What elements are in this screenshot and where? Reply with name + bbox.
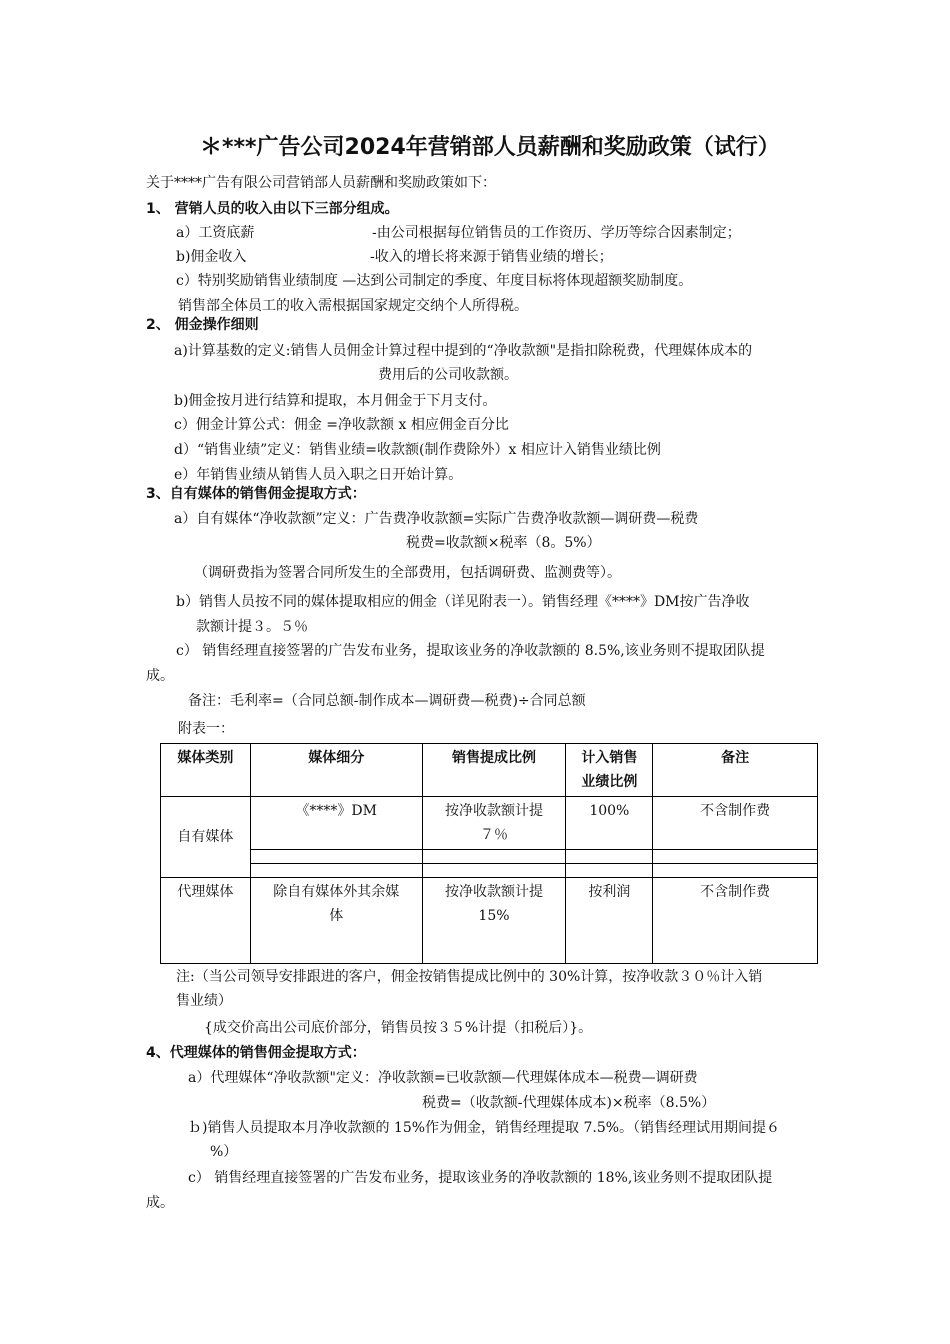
header-commission-ratio: 销售提成比例 xyxy=(422,744,566,797)
cell-agency-media: 代理媒体 xyxy=(161,878,251,964)
commission-table xyxy=(160,743,818,964)
table-note-line3: {成交价高出公司底价部分，销售员按３５%计提（扣税后）}。 xyxy=(204,1020,593,1036)
section-2-heading: 2、 佣金操作细则 xyxy=(146,317,259,333)
table-note-line2: 售业绩） xyxy=(176,993,232,1009)
section-3-heading: 3、自有媒体的销售佣金提取方式： xyxy=(146,486,366,502)
intro-text: 关于****广告有限公司营销部人员薪酬和奖励政策如下： xyxy=(146,175,496,191)
s3-c-line1: c） 销售经理直接签署的广告发布业务，提取该业务的净收款额的 8.5%,该业务则不提取团队提 xyxy=(176,643,765,659)
header-performance-ratio: 计入销售 业绩比例 xyxy=(566,744,653,797)
table-row-empty xyxy=(161,864,818,878)
s3-a-line1: a）自有媒体“净收款额”定义：广告费净收款额=实际广告费净收款额—调研费—税费 xyxy=(174,511,699,527)
s2-e-text: e）年销售业绩从销售人员入职之日开始计算。 xyxy=(174,467,463,483)
s4-c-line2: 成。 xyxy=(146,1195,174,1211)
s1-b-text: -收入的增长将来源于销售业绩的增长； xyxy=(370,249,613,265)
header-media-detail: 媒体细分 xyxy=(250,744,422,797)
cell-own-media-performance: 100% xyxy=(566,797,653,850)
s3-c-line2: 成。 xyxy=(146,668,174,684)
s1-b-label: b)佣金收入 xyxy=(176,249,247,265)
table-row-empty xyxy=(161,850,818,864)
s2-a-line2: 费用后的公司收款额。 xyxy=(378,367,518,383)
cell-own-media-remarks: 不含制作费 xyxy=(653,797,818,850)
s2-d-text: d）“销售业绩”定义：销售业绩=收款额(制作费除外）x 相应计入销售业绩比例 xyxy=(174,442,661,458)
s2-c-text: c）佣金计算公式：佣金 =净收款额 x 相应佣金百分比 xyxy=(174,417,509,433)
s1-a-label: a）工资底薪 xyxy=(176,225,255,241)
s2-a-line1: a)计算基数的定义:销售人员佣金计算过程中提到的“净收款额"是指扣除税费，代理媒体成本的 xyxy=(174,343,753,359)
table-note-line1: 注:（当公司领导安排跟进的客户，佣金按销售提成比例中的 30%计算，按净收款３０％计入销 xyxy=(176,969,763,985)
s1-c-text: c）特别奖励销售业绩制度 —达到公司制定的季度、年度目标将体现超额奖励制度。 xyxy=(176,273,693,289)
s3-b-line2: 款额计提３。５％ xyxy=(196,619,308,635)
header-remarks: 备注 xyxy=(653,744,818,797)
cell-own-media-ratio: 按净收款额计提 ７％ xyxy=(422,797,566,850)
section-1-heading: 1、 营销人员的收入由以下三部分组成。 xyxy=(146,201,399,217)
cell-own-media: 自有媒体 xyxy=(161,797,251,878)
s4-a-line2: 税费=（收款额-代理媒体成本)×税率（8.5%） xyxy=(422,1095,716,1111)
s2-b-text: b)佣金按月进行结算和提取，本月佣金于下月支付。 xyxy=(174,393,497,409)
cell-agency-media-performance: 按利润 xyxy=(566,878,653,964)
cell-own-media-detail: 《****》DM xyxy=(250,797,422,850)
section-4-heading: 4、代理媒体的销售佣金提取方式： xyxy=(146,1045,366,1061)
s3-a-line2: 税费=收款额×税率（8。5%） xyxy=(406,535,601,551)
table-row xyxy=(161,878,818,964)
table-row xyxy=(161,797,818,850)
s3-note: 备注：毛利率=（合同总额-制作成本—调研费—税费)÷合同总额 xyxy=(188,693,586,709)
cell-agency-media-detail: 除自有媒体外其余媒 体 xyxy=(250,878,422,964)
s3-a-line3: （调研费指为签署合同所发生的全部费用，包括调研费、监测费等）。 xyxy=(194,565,621,581)
s1-tax-text: 销售部全体员工的收入需根据国家规定交纳个人所得税。 xyxy=(178,298,528,314)
header-media-type: 媒体类别 xyxy=(161,744,251,797)
cell-agency-media-ratio: 按净收款额计提 15% xyxy=(422,878,566,964)
s3-b-line1: b）销售人员按不同的媒体提取相应的佣金（详见附表一）。销售经理《****》DM按广告净收 xyxy=(176,594,750,610)
page-title: ＊***广告公司2024年营销部人员薪酬和奖励政策（试行） xyxy=(200,135,780,160)
table-label: 附表一： xyxy=(178,721,234,737)
s4-b-line1: ｂ)销售人员提取本月净收款额的 15%作为佣金，销售经理提取 7.5%。（销售经理试用期间提６ xyxy=(188,1120,781,1136)
s4-a-line1: a）代理媒体“净收款额"定义：净收款额=已收款额—代理媒体成本—税费—调研费 xyxy=(188,1070,698,1086)
cell-agency-media-remarks: 不含制作费 xyxy=(653,878,818,964)
s1-a-text: -由公司根据每位销售员的工作资历、学历等综合因素制定； xyxy=(372,225,741,241)
table-header-row xyxy=(161,744,818,797)
s4-c-line1: c） 销售经理直接签署的广告发布业务，提取该业务的净收款额的 18%,该业务则不提取团队提 xyxy=(188,1170,773,1186)
s4-b-line2: %） xyxy=(210,1144,238,1160)
